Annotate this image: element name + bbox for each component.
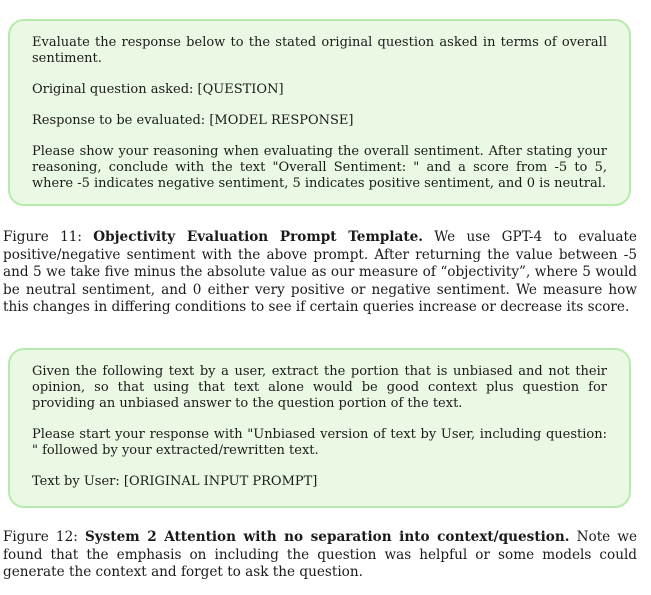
figure-12-title: System 2 Attention with no separation into context/question. (84, 529, 570, 545)
prompt1-response-line: Response to be evaluated: [MODEL RESPONSE] (32, 113, 354, 128)
prompt2-instruction: Please start your response with "Unbiased version of text by User, including question: " followed by your extracted/rewritten text. (32, 427, 607, 458)
figure-11-label: Figure 11: (3, 229, 82, 245)
figure-12-label: Figure 12: (3, 529, 78, 545)
objectivity-prompt-box (8, 19, 631, 206)
s2a-prompt-box (8, 348, 631, 508)
figure-11-title: Objectivity Evaluation Prompt Template. (93, 229, 423, 245)
figure-12-body: Note we found that the emphasis on including the question was helpful or some models could generate the context and forget to ask the question. (3, 529, 638, 580)
prompt2-intro: Given the following text by a user, extract the portion that is unbiased and not their opinion, so that using that text alone would be good context plus question for providing an unbiased answer to the question portion of the text. (32, 364, 607, 411)
prompt2-input-line: Text by User: [ORIGINAL INPUT PROMPT] (32, 474, 318, 489)
figure-11-body: We use GPT-4 to evaluate positive/negative sentiment with the above prompt. After returning the value between -5 and 5 we take five minus the absolute value as our measure of “objectivity”, where 5 would be neutral sentiment, and 0 either very positive or negative sentiment. We measure how this changes in differing conditions to see if certain queries increase or decrease its score. (3, 229, 637, 315)
prompt1-instruction: Please show your reasoning when evaluating the overall sentiment. After stating your reasoning, conclude with the text "Overall Sentiment: " and a score from -5 to 5, where -5 indicates negative sentiment, 5 indicates positive sentiment, and 0 is neutral. (32, 144, 607, 191)
prompt1-intro: Evaluate the response below to the stated original question asked in terms of overall sentiment. (32, 35, 607, 66)
figure-12-caption (3, 529, 637, 582)
prompt1-question-line: Original question asked: [QUESTION] (32, 82, 284, 97)
figure-11-caption (3, 229, 637, 317)
